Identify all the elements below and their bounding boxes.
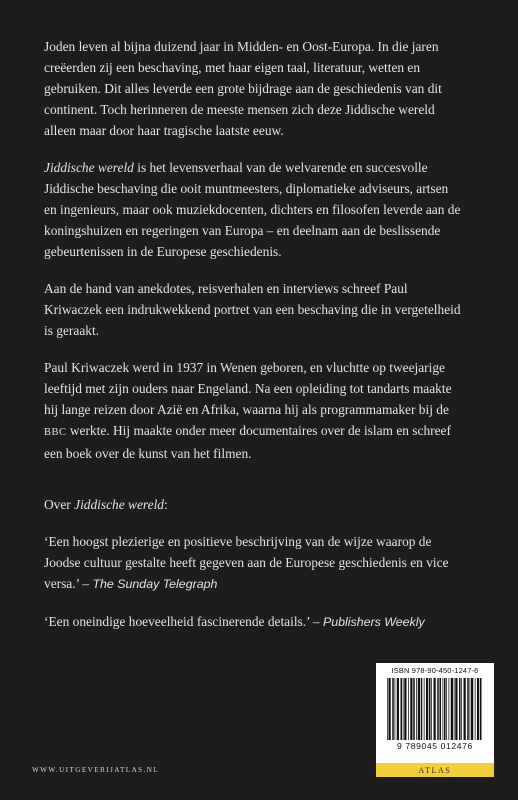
- review-quote-2-text: ‘Een oneindige hoeveelheid fascinerende details.’ –: [44, 614, 323, 629]
- reviews-heading-suffix: :: [164, 497, 168, 512]
- review-quote-2: [44, 611, 462, 633]
- isbn-label: ISBN 978-90-450-1247-6: [391, 666, 479, 675]
- review-quote-1-source: The Sunday Telegraph: [92, 577, 218, 591]
- blurb-p2-text: is het levensverhaal van de welvarende en succesvolle Jiddische beschaving die ooit muntmeesters, diplomatieke adviseurs, artsen en ingenieurs, maar ook muziekdocenten, dichters en filosofen leverde aan de koningshuizen en regeringen van Europa – en deelnam aan de beslissende gebeurtenissen in de Europese geschiedenis.: [44, 160, 461, 259]
- blurb-p3-text: Aan de hand van anekdotes, reisverhalen en interviews schreef Paul Kriwaczek een indrukwekkend portret van een beschaving die in vergetelheid is geraakt.: [44, 281, 461, 338]
- blurb-paragraph-2: [44, 157, 462, 262]
- book-title-italic: Jiddische wereld: [44, 160, 134, 175]
- barcode-panel: [376, 663, 494, 763]
- publisher-name: ATLAS: [418, 765, 452, 775]
- bbc-small-caps: BBC: [44, 427, 67, 438]
- review-quote-2-source: Publishers Weekly: [322, 615, 425, 629]
- reviews-heading: [44, 494, 462, 515]
- barcode-digits: 9 789045 012476: [397, 741, 473, 751]
- reviews-heading-title: Jiddische wereld: [74, 497, 164, 512]
- barcode-icon: [385, 678, 485, 740]
- blurb-p1-text: Joden leven al bijna duizend jaar in Midden- en Oost-Europa. In die jaren creëerden zij een beschaving, met haar eigen taal, literatuur, wetten en gebruiken. Dit alles leverde een grote bijdrage aan de geschiedenis van dit continent. Toch herinneren de meeste mensen zich deze Jiddische wereld alleen maar door haar tragische laatste eeuw.: [44, 39, 442, 138]
- blurb-paragraph-3: [44, 278, 462, 341]
- author-bio-paragraph: [44, 357, 462, 464]
- blurb-paragraph-1: [44, 36, 462, 141]
- author-bio-text-b: werkte. Hij maakte onder meer documentaires over de islam en schreef een boek over de kunst van het filmen.: [44, 423, 451, 461]
- publisher-website: WWW.UITGEVERIJATLAS.NL: [32, 766, 160, 774]
- reviews-heading-prefix: Over: [44, 497, 75, 512]
- review-quote-1-text: ‘Een hoogst plezierige en positieve beschrijving van de wijze waarop de Joodse cultuur gestalte heeft gegeven aan de Europese geschiedenis en vice versa.’ –: [44, 534, 449, 591]
- author-bio-text-a: Paul Kriwaczek werd in 1937 in Wenen geboren, en vluchtte op tweejarige leeftijd met zijn ouders naar Engeland. Na een opleiding tot tandarts maakte hij lange reizen door Azië en Afrika, waarna hij als programmamaker bij de: [44, 360, 452, 417]
- review-quote-1: [44, 531, 462, 595]
- publisher-band: [376, 763, 494, 777]
